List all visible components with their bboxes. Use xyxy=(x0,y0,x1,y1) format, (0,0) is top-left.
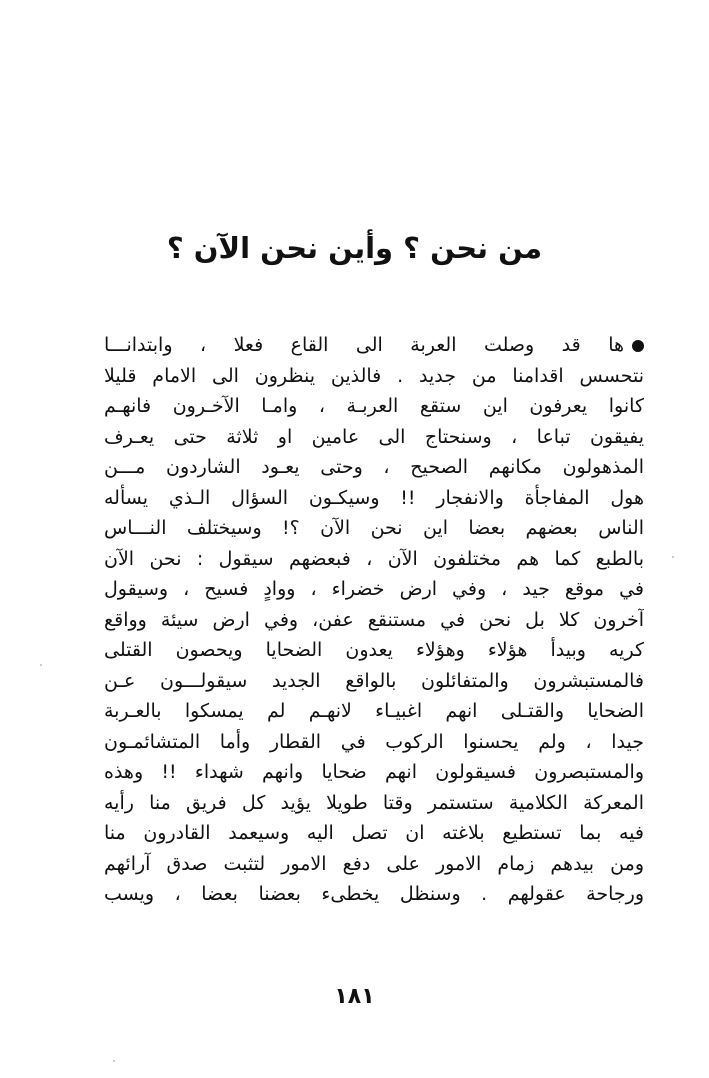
text-line: المعركة الكلامية ستستمر وقتا طويلا يؤيد كل فريق منا رأيه xyxy=(104,791,644,814)
bullet-icon xyxy=(632,340,644,352)
text-line: يفيقون تباعا ، وسنحتاج الى عامين او ثلاثة حتى يعـرف xyxy=(104,425,644,448)
text-line: في موقع جيد ، وفي ارض خضراء ، ووادٍ فسيح ، وسيقول xyxy=(104,578,644,600)
scan-speck xyxy=(113,1060,115,1062)
scan-speck xyxy=(672,556,674,558)
chapter-title: من نحن ؟ وأين نحن الآن ؟ xyxy=(166,231,543,265)
text-line: والمستبصرون فسيقولون انهم ضحايا وانهم شهداء !! وهذه xyxy=(104,761,644,783)
body-text xyxy=(104,330,644,910)
text-line: الضحايا والقتـلى انهم اغبيـاء لانهـم لم يمسكوا بالعـربة xyxy=(104,700,644,722)
text-line: المذهولون مكانهم الصحيح ، وحتى يعـود الشاردون مـــن xyxy=(104,456,644,478)
page-number: ١٨١ xyxy=(334,984,375,1009)
text-line: آخرون كلا بل نحن في مستنقع عفن، وفي ارض سيئة وواقع xyxy=(104,608,644,631)
text-line: هول المفاجأة والانفجار !! وسيكـون السؤال الـذي يسأله xyxy=(104,486,644,509)
text-line: ها قد وصلت العربة الى القاع فعلا ، وابتدانـــا xyxy=(104,330,644,361)
text-line: ورجاحة عقولهم . وسنظل يخطىء بعضنا بعضا ، ويسب xyxy=(104,883,644,905)
text-line: الناس بعضهم بعضا اين نحن الآن ؟! وسيختلف النـــاس xyxy=(104,517,644,539)
text-line: نتحسس اقدامنا من جديد . فالذين ينظرون الى الامام قليلا xyxy=(104,364,644,387)
text-line: كريه وبيدأ هؤلاء وهؤلاء يعدون الضحايا ويحصون القتلى xyxy=(104,639,644,661)
text-line: جيدا ، ولم يحسنوا الركوب في القطار وأما المتشائمـون xyxy=(104,730,644,753)
text-line: فيه بما تستطيع بلاغته ان تصل اليه وسيعمد القادرون منا xyxy=(104,822,644,844)
text-line: بالطبع كما هم مختلفون الآن ، فبعضهم سيقول : نحن الآن xyxy=(104,547,644,570)
text-line: فالمستبشرون والمتفائلون بالواقع الجديد سيقولـــون عـن xyxy=(104,669,644,692)
scan-speck xyxy=(40,664,42,666)
text-line: ومن بيدهم زمام الامور على دفع الامور لتثبت صدق آرائهم xyxy=(104,852,644,875)
text-line: كانوا يعرفون اين ستقع العربـة ، وامـا الآخـرون فانهـم xyxy=(104,395,644,417)
